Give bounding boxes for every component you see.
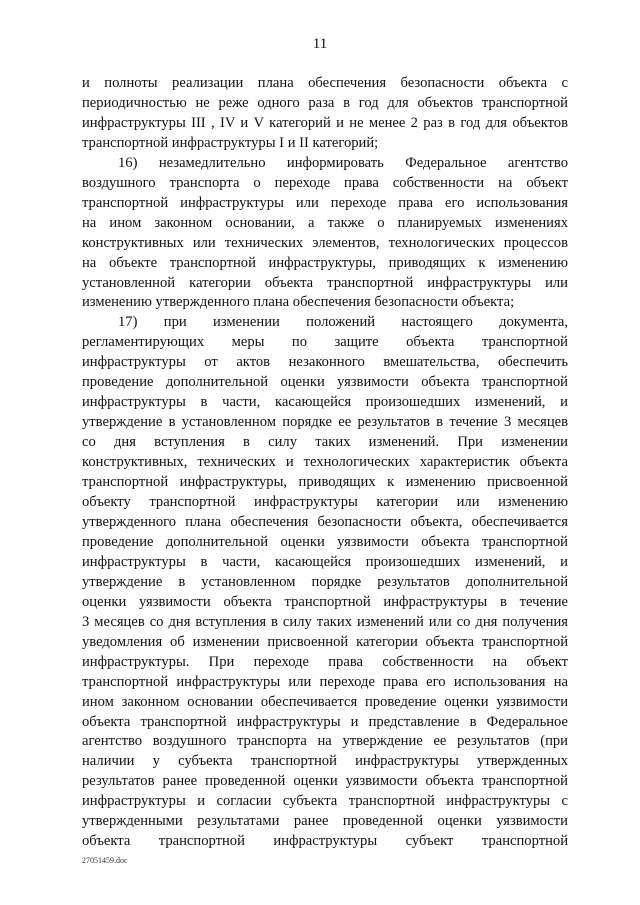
text-line: утверждение в установленном порядке результатов дополнительной: [82, 573, 568, 590]
text-line: периодичностью не реже одного раза в год для объектов транспортной: [82, 94, 568, 111]
text-line: 17) при изменении положений настоящего документа,: [118, 314, 568, 331]
text-line: транспортной инфраструктуры или переходе права его использования на: [82, 673, 568, 690]
text-line: проведение дополнительной оценки уязвимости объекта транспортной: [82, 533, 568, 550]
text-line: и полноты реализации плана обеспечения безопасности объекта с: [82, 75, 568, 91]
text-line: инфраструктуры III , IV и V категорий и не менее 2 раз в год для объектов: [82, 114, 568, 131]
text-line: оценки уязвимости объекта транспортной инфраструктуры в течение: [82, 593, 568, 610]
text-line: инфраструктуры. При переходе права собственности на объект: [82, 653, 568, 670]
text-line: конструктивных, технических и технологических характеристик объекта: [82, 454, 568, 471]
text-line: транспортной инфраструктуры, приводящих к изменению присвоенной: [82, 474, 568, 491]
text-line: агентство воздушного транспорта на утверждение ее результатов (при: [82, 733, 568, 750]
text-line: инфраструктуры от актов незаконного вмешательства, обеспечить: [82, 354, 568, 371]
text-line: утверждение в установленном порядке ее результатов в течение 3 месяцев: [82, 414, 568, 431]
text-line: объекта транспортной инфраструктуры субъект транспортной: [82, 833, 568, 850]
text-line: уведомления об изменении присвоенной категории объекта транспортной: [82, 633, 568, 650]
text-line: конструктивных или технических элементов, технологических процессов: [82, 234, 568, 251]
text-line: инфраструктуры в части, касающейся произошедших изменений, и: [82, 394, 568, 411]
text-line: установленной категории объекта транспортной инфраструктуры или: [82, 274, 568, 291]
text-line: наличии у субъекта транспортной инфраструктуры утвержденных: [82, 753, 568, 770]
text-line: проведение дополнительной оценки уязвимости объекта транспортной: [82, 374, 568, 391]
text-line: на объекте транспортной инфраструктуры, приводящих к изменению: [82, 254, 568, 271]
text-line: транспортной инфраструктуры или переходе права его использования: [82, 194, 568, 211]
text-line: инфраструктуры и согласии субъекта транспортной инфраструктуры с: [82, 793, 568, 810]
text-line: воздушного транспорта о переходе права собственности на объект: [82, 174, 568, 191]
document-body: [82, 74, 568, 852]
text-line: со дня вступления в силу таких изменений. При изменении: [82, 434, 568, 451]
page-number: 11: [312, 36, 328, 52]
text-line: результатов ранее проведенной оценки уязвимости объекта транспортной: [82, 773, 568, 790]
text-line: ином законном основании обеспечивается проведение оценки уязвимости: [82, 693, 568, 710]
text-line: объекта транспортной инфраструктуры и представление в Федеральное: [82, 713, 568, 730]
text-line: 3 месяцев со дня вступления в силу таких изменений или со дня получения: [82, 613, 568, 630]
text-line: регламентирующих меры по защите объекта транспортной: [82, 334, 568, 351]
text-line: на ином законном основании, а также о планируемых изменениях: [82, 214, 568, 231]
text-line: изменению утвержденного плана обеспечения безопасности объекта;: [82, 294, 515, 311]
text-line: утвержденного плана обеспечения безопасности объекта, обеспечивается: [82, 513, 568, 530]
text-line: инфраструктуры в части, касающейся произошедших изменений, и: [82, 553, 568, 570]
text-line: 16) незамедлительно информировать Федеральное агентство: [118, 154, 568, 171]
text-line: объекту транспортной инфраструктуры категории или изменению: [82, 494, 568, 511]
document-filename: 27051459.doc: [82, 856, 128, 865]
text-line: утвержденными результатами ранее проведенной оценки уязвимости: [82, 813, 568, 830]
text-line: транспортной инфраструктуры I и II категорий;: [82, 134, 379, 151]
